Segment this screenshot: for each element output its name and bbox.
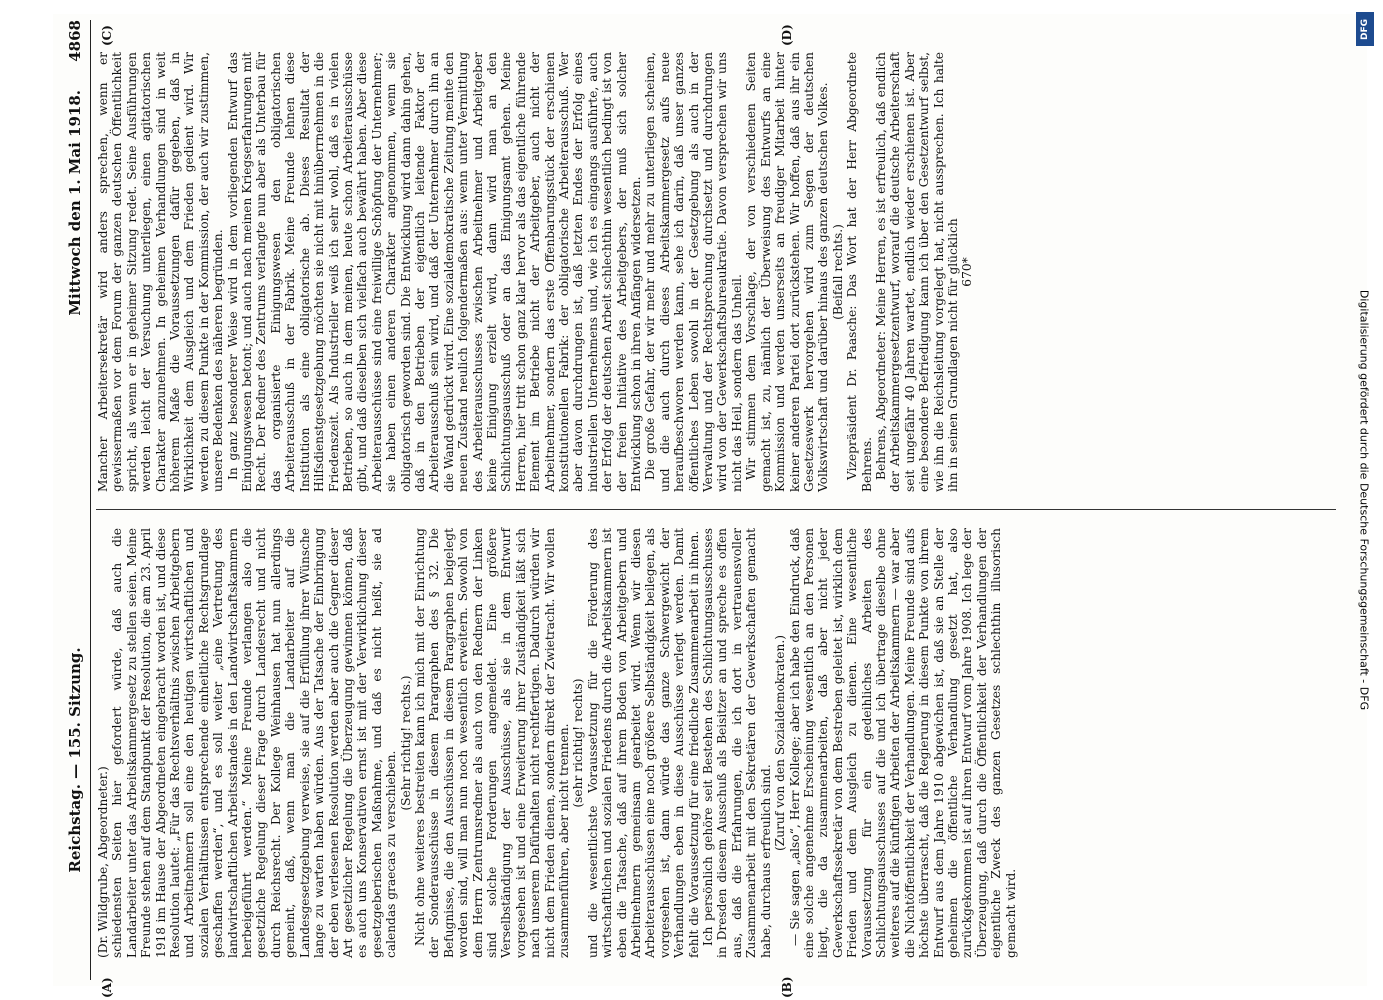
margin-mark-c: (C) (100, 25, 114, 46)
margin-mark-d: (D) (780, 24, 794, 46)
page-number: 4868 (66, 20, 84, 62)
rotated-page-content (60, 20, 1360, 998)
paragraph: schiedensten Seiten hier gefordert würde, daß auch die Landarbeiter unter das Arbeitskammergesetz zu stellen seien. Meine Freunde stehen auf dem Standpunkt der Resolution, die am 23. April 1918 im Hause der Abgeordneten eingebracht worden ist, und diese Resolution lautet: „Für das Rechtsverhältnis zwischen Arbeitgebern und Arbeitnehmern soll eine den heutigen wirtschaftlichen und sozialen Verhältnissen entsprechende einheitliche Rechtsgrundlage geschaffen werden“, und es soll weiter „eine Vertretung des landwirtschaftlichen Arbeitsstandes in den Landwirtschaftskammern herbeigeführt werden.“ Meine Freunde verlangen also die gesetzliche Regelung dieser Frage durch Landesrecht und nicht durch Reichsrecht. Der Kollege Weinhausen hat nun allerdings gemeint, daß, wenn man die Landarbeiter auf die Landesgesetzgebung verweise, sie auf die Erfüllung ihrer Wünsche lange zu warten haben würden. Aus der Tatsache der Einbringung der eben verlesenen Resolution werden aber auch die Gegner dieser Art gesetzlicher Regelung die Überzeugung gewinnen können, daß es auch uns Konservativen ernst ist mit der Verwirklichung dieser gesetzgeberischen Maßnahme, und daß es nicht heißt, sie ad calendas graecas zu verschieben. (110, 528, 399, 958)
margin-mark-b: (B) (780, 976, 794, 998)
scanned-page (53, 14, 1367, 998)
paragraph: Nicht ohne weiteres bestreiten kann ich mich mit der Einrichtung der Sonderausschüsse in diesem Paragraphen des § 32. Die Befugnisse, die den Ausschüssen in diesem Paragraphen beigelegt worden sind, will man nun noch wesentlich erweitern. Sowohl von dem Herrn Zentrumsredner als auch von den Rednern der Linken sind solche Forderungen angemeldet. Eine größere Verselbständigung der Ausschüsse, als sie in dem Entwurf vorgesehen ist und eine Erweiterung ihrer Zuständigkeit läßt sich nach unserem Dafürhalten nicht rechtfertigen. Dadurch würden wir nicht dem Frieden dienen, sondern direkt der Zwietracht. Wir wollen zusammenführen, aber nicht trennen. (412, 528, 571, 958)
header-date: Mittwoch den 1. Mai 1918. (66, 90, 84, 316)
page-header (60, 20, 91, 980)
paragraph: — Sie sagen „also“, Herr Kollege; aber ich habe den Eindruck, daß eine solche angenehme Erscheinung wesentlich an den Personen liegt, die da zusammenarbeiten, daß aber nicht jeder Gewerkschaftssekretär von dem Bestreben geleitet ist, wirklich dem Frieden und dem Ausgleich zu dienen. Eine wesentliche Voraussetzung für ein gedeihliches Arbeiten des Schlichtungsausschusses auf die und ich übertrage dieselbe ohne weiteres auf die künftigen Arbeiten der Arbeitskammern — war aber die Nichtöffentlichkeit der Verhandlungen. Meine Freunde sind aufs höchste überrascht, daß die Regierung in diesem Punkte von ihrem Entwurf aus dem Jahre 1910 abgewichen ist, daß sie an Stelle der geheimen die öffentliche Verhandlung gesetzt hat, also zurückgekommen ist auf ihren Entwurf vom Jahre 1908. Ich lege der Überzeugung, daß durch die Öffentlichkeit der Verhandlungen der eigentliche Zweck des ganzen Gesetzes schlechthin illusorisch gemacht wird. (787, 528, 1018, 958)
paragraph: Die große Gefahr, der wir mehr und mehr zu unterliegen scheinen, und die auch durch dieses Arbeitskammergesetz aufs neue heraufbeschworen werden kann, sehe ich darin, daß unser ganzes öffentliches Leben sowohl in der Gesetzgebung als auch in der Verwaltung und der Rechtsprechung durchsetzt und durchdrungen wird von der Gewerkschaftsbureaukratie. Davon versprechen wir uns nicht das Heil, sondern das Unheil. (643, 52, 744, 492)
footnote-mark: 670* (960, 257, 975, 287)
paragraph: und die wesentlichste Voraussetzung für die Förderung des wirtschaftlichen und sozialen Friedens durch die Arbeitskammern ist eben die Tatsache, daß auf ihrem Boden von Arbeitgebern und Arbeitnehmern gemeinsam gearbeitet wird. Wenn wir diesen Arbeiterausschüssen eine noch größere Selbständigkeit beilegen, als vorgesehen ist, dann würde das ganze Schwergewicht der Verhandlungen eben in diese Ausschüsse verlegt werden. Damit fehlt die Voraussetzung für eine friedliche Zusammenarbeit in ihnen. (585, 528, 701, 958)
text-column-left (96, 528, 1018, 958)
paragraph: Behrens, Abgeordneter: Meine Herren, es ist erfreulich, daß endlich der Arbeitskammergesetzentwurf, worauf die deutsche Arbeiterschaft seit ungefähr 40 Jahren wartet, endlich wieder erschienen ist. Aber eine besondere Befriedigung kann ich über den Gesetzentwurf selbst, wie ihn die Reichsleitung vorgelegt hat, nicht aussprechen. Ich halte ihn in seinen Grundlagen nicht für glücklich (873, 52, 960, 492)
paragraph: Wir stimmen dem Vorschlage, der von verschiedenen Seiten gemacht ist, zu, nämlich der Überweisung des Entwurfs an eine Kommission und werden unserseits an freudiger Mitarbeit hinter keiner anderen Partei dort zurückstehen. Wir hoffen, daß aus ihr ein Gesetzeswerk hervorgehen wird zum Segen der deutschen Volkswirtschaft und darüber hinaus des ganzen deutschen Volkes. (744, 52, 831, 492)
interjection: (sehr richtig! rechts) (571, 678, 586, 808)
credit-text: Digitalisierung gefördert durch die Deutsche Forschungsgemeinschaft - DFG (1357, 289, 1371, 711)
interjection: (Zuruf von den Sozialdemokraten.) (773, 635, 788, 851)
dfg-logo[interactable]: DFG (1356, 12, 1374, 46)
digitization-credit (1349, 14, 1379, 986)
speaker-note: (Dr. Wildgrube, Abgeordneter.) (96, 766, 110, 958)
margin-mark-a: (A) (100, 977, 114, 998)
paragraph: In ganz besonderer Weise wird in dem vorliegenden Entwurf das Einigungswesen betont; und auch nach meinen Kriegserfahrungen mit Recht. Der Redner des Zentrums verlangte nun aber als Unterbau für das organisierte Einigungswesen den obligatorischen Arbeiterausschuß in der Fabrik. Meine Freunde lehnen diese Institution als eine obligatorische ab. Dieses Resultat der Hilfsdienstgesetzgebung möchten sie nicht mit hinüberrnehmen in die Friedenszeit. Als Industrieller weiß ich sehr wohl, daß es in vielen Betrieben, so auch in dem meinen, heute schon Arbeiterausschüsse gibt, und daß dieselben sich vielfach auch bewährt haben. Aber diese Arbeiterausschüsse sind eine freiwillige Schöpfung der Unternehmer; sie haben einen anderen Charakter angenommen, wenn sie obligatorisch geworden sind. Die Entwicklung wird dann dahin gehen, daß in den Betrieben der eigentlich leitende Faktor der Arbeiterausschuß sein wird, und daß der Unternehmer durch ihn an die Wand gedrückt wird. Eine sozialdemokratische Zeitung meinte den neuen Zustand neulich folgendermaßen aus: wenn unter Vermittlung des Arbeiterausschusses zwischen Arbeitnehmer und Arbeitgeber keine Einigung erzielt wird, dann wird man an den Schlichtungsausschuß oder an das Einigungsamt gehen. Meine Herren, hier tritt schon ganz klar hervor als das eigentliche führende Element im Betriebe nicht der Arbeitgeber, auch nicht der Arbeitnehmer, sondern das erste Offenbarungsstück der erschienen konstitutionellen Fabrik: der obligatorische Arbeiterausschuß. Wer aber davon durchdrungen ist, daß letzten Endes der Erfolg eines industriellen Unternehmens und, wie ich es eingangs ausführte, auch der Erfolg der deutschen Arbeit schlechthin wesentlich bedingt ist von der freien Initiative des Arbeitgebers, der muß sich solcher Entwicklung schon in ihren Anfängen widersetzen. (225, 52, 644, 492)
text-column-right (96, 52, 975, 492)
column-divider (96, 509, 1336, 510)
interjection: (Sehr richtig! rechts.) (398, 675, 413, 811)
interjection: (Beifall rechts.) (830, 224, 845, 320)
paragraph: Mancher Arbeitersekretär wird anders sprechen, wenn er gewissermaßen vor dem Forum der ganzen deutschen Öffentlichkeit spricht, als wenn er in geheimer Sitzung redet. Seine Ausführungen werden leicht der Versuchung unterliegen, einen agitatorischen Charakter anzunehmen. In geheimen Verhandlungen sind in weit höherem Maße die Voraussetzungen dafür gegeben, daß in Wirklichkeit dem Ausgleich und dem Frieden gedient wird. Wir werden zu diesem Punkte in der Kommission, der auch wir zustimmen, unsere Bedenken des näheren begründen. (96, 51, 226, 492)
paragraph: Vizepräsident Dr. Paasche: Das Wort hat der Herr Abgeordnete Behrens. (845, 52, 874, 492)
header-session: Reichstag. — 155. Sitzung. (66, 647, 84, 873)
paragraph: Ich persönlich gehöre seit Bestehen des Schlichtungsausschusses in Dresden diesem Ausschuß als Beisitzer an und spreche es offen aus, daß die Erfahrungen, die ich dort in vertrauensvoller Zusammenarbeit mit den Sekretären der Gewerkschaften gemacht habe, durchaus erfreulich sind. (701, 528, 773, 958)
